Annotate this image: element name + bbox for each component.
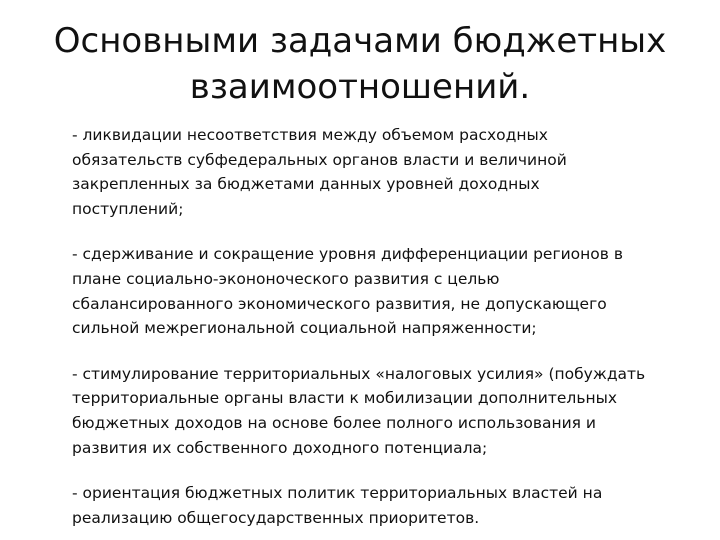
slide-body: [72, 123, 672, 530]
paragraph-line: реализацию общегосударственных приоритетов.: [72, 508, 480, 527]
bullet-paragraph-stimulation: [72, 362, 672, 460]
paragraph-line: сильной межрегиональной социальной напряженности;: [72, 319, 537, 338]
paragraph-line: территориальные органы власти к мобилизации дополнительных: [72, 389, 617, 408]
paragraph-line: развития их собственного доходного потенциала;: [72, 438, 488, 457]
paragraph-line: - ликвидации несоответствия между объемом расходных: [72, 126, 548, 144]
slide-title: [40, 18, 680, 110]
paragraph-line: плане социально-экононоческого развития с целью: [72, 269, 500, 288]
paragraph-line: бюджетных доходов на основе более полного использования и: [72, 413, 597, 432]
paragraph-line: - стимулирование территориальных «налоговых усилия» (побуждать: [72, 364, 646, 383]
paragraph-line: сбалансированного экономического развития, не допускающего: [72, 294, 607, 313]
paragraph-line: - сдерживание и сокращение уровня дифференциации регионов в: [72, 245, 623, 264]
bullet-paragraph-liquidation: [72, 123, 672, 221]
paragraph-line: - ориентация бюджетных политик территориальных властей на: [72, 484, 603, 503]
paragraph-line: поступлений;: [72, 199, 184, 218]
slide-title-line: Основными задачами бюджетных: [53, 21, 667, 61]
paragraph-line: закрепленных за бюджетами данных уровней доходных: [72, 175, 540, 194]
bullet-paragraph-orientation: [72, 481, 672, 530]
bullet-paragraph-differentiation: [72, 242, 672, 340]
paragraph-line: обязательств субфедеральных органов власти и величиной: [72, 150, 567, 169]
slide-title-line: взаимоотношений.: [189, 67, 531, 107]
